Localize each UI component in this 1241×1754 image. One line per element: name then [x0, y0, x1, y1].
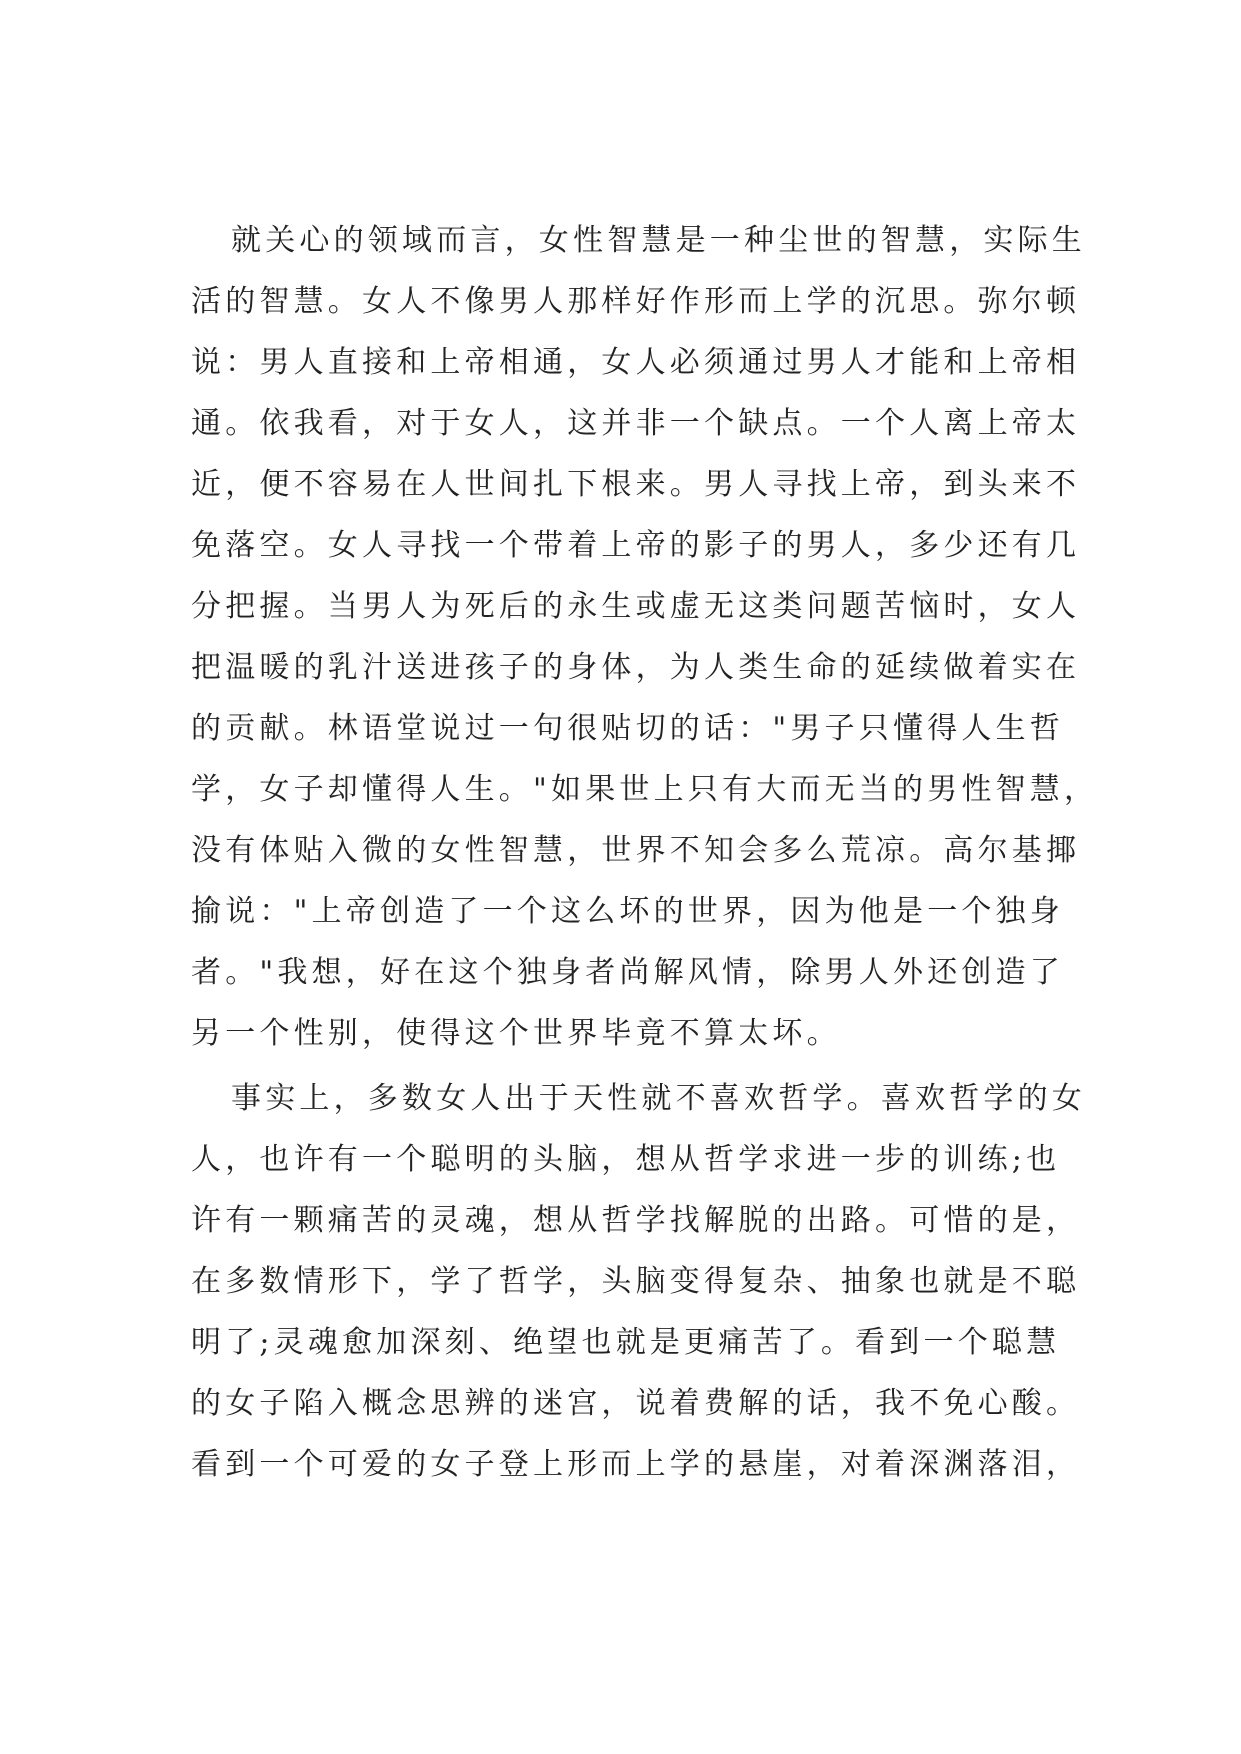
text-line: 把温暖的乳汁送进孩子的身体，为人类生命的延续做着实在	[191, 650, 1081, 685]
text-line: 就关心的领域而言，女性智慧是一种尘世的智慧，实际生	[231, 223, 1086, 258]
text-line: 在多数情形下，学了哲学，头脑变得复杂、抽象也就是不聪	[191, 1264, 1081, 1299]
text-line: 明了;灵魂愈加深刻、绝望也就是更痛苦了。看到一个聪慧	[191, 1325, 1061, 1360]
text-line: 近，便不容易在人世间扎下根来。男人寻找上帝，到头来不	[191, 467, 1081, 502]
text-line: 说：男人直接和上帝相通，女人必须通过男人才能和上帝相	[191, 345, 1081, 380]
text-line: 看到一个可爱的女子登上形而上学的悬崖，对着深渊落泪，	[191, 1447, 1081, 1482]
text-line: 许有一颗痛苦的灵魂，想从哲学找解脱的出路。可惜的是，	[191, 1203, 1081, 1238]
text-line: 事实上，多数女人出于天性就不喜欢哲学。喜欢哲学的女	[231, 1081, 1086, 1116]
text-line: 学，女子却懂得人生。"如果世上只有大而无当的男性智慧，	[191, 772, 1099, 807]
text-line: 揄说："上帝创造了一个这么坏的世界，因为他是一个独身	[191, 894, 1064, 929]
text-line: 的女子陷入概念思辨的迷宫，说着费解的话，我不免心酸。	[191, 1386, 1081, 1421]
paragraph-2	[191, 1068, 1086, 1495]
text-line: 没有体贴入微的女性智慧，世界不知会多么荒凉。高尔基揶	[191, 833, 1081, 868]
text-line: 人，也许有一个聪明的头脑，想从哲学求进一步的训练;也	[191, 1142, 1061, 1177]
paragraph-1	[191, 210, 1098, 1064]
text-line: 通。依我看，对于女人，这并非一个缺点。一个人离上帝太	[191, 406, 1081, 441]
text-line: 免落空。女人寻找一个带着上帝的影子的男人，多少还有几	[191, 528, 1081, 563]
text-line: 的贡献。林语堂说过一句很贴切的话："男子只懂得人生哲	[191, 711, 1064, 746]
text-line: 活的智慧。女人不像男人那样好作形而上学的沉思。弥尔顿	[191, 284, 1081, 319]
text-line: 者。"我想，好在这个独身者尚解风情，除男人外还创造了	[191, 955, 1064, 990]
text-line: 另一个性别，使得这个世界毕竟不算太坏。	[191, 1016, 841, 1051]
text-line: 分把握。当男人为死后的永生或虚无这类问题苦恼时，女人	[191, 589, 1081, 624]
